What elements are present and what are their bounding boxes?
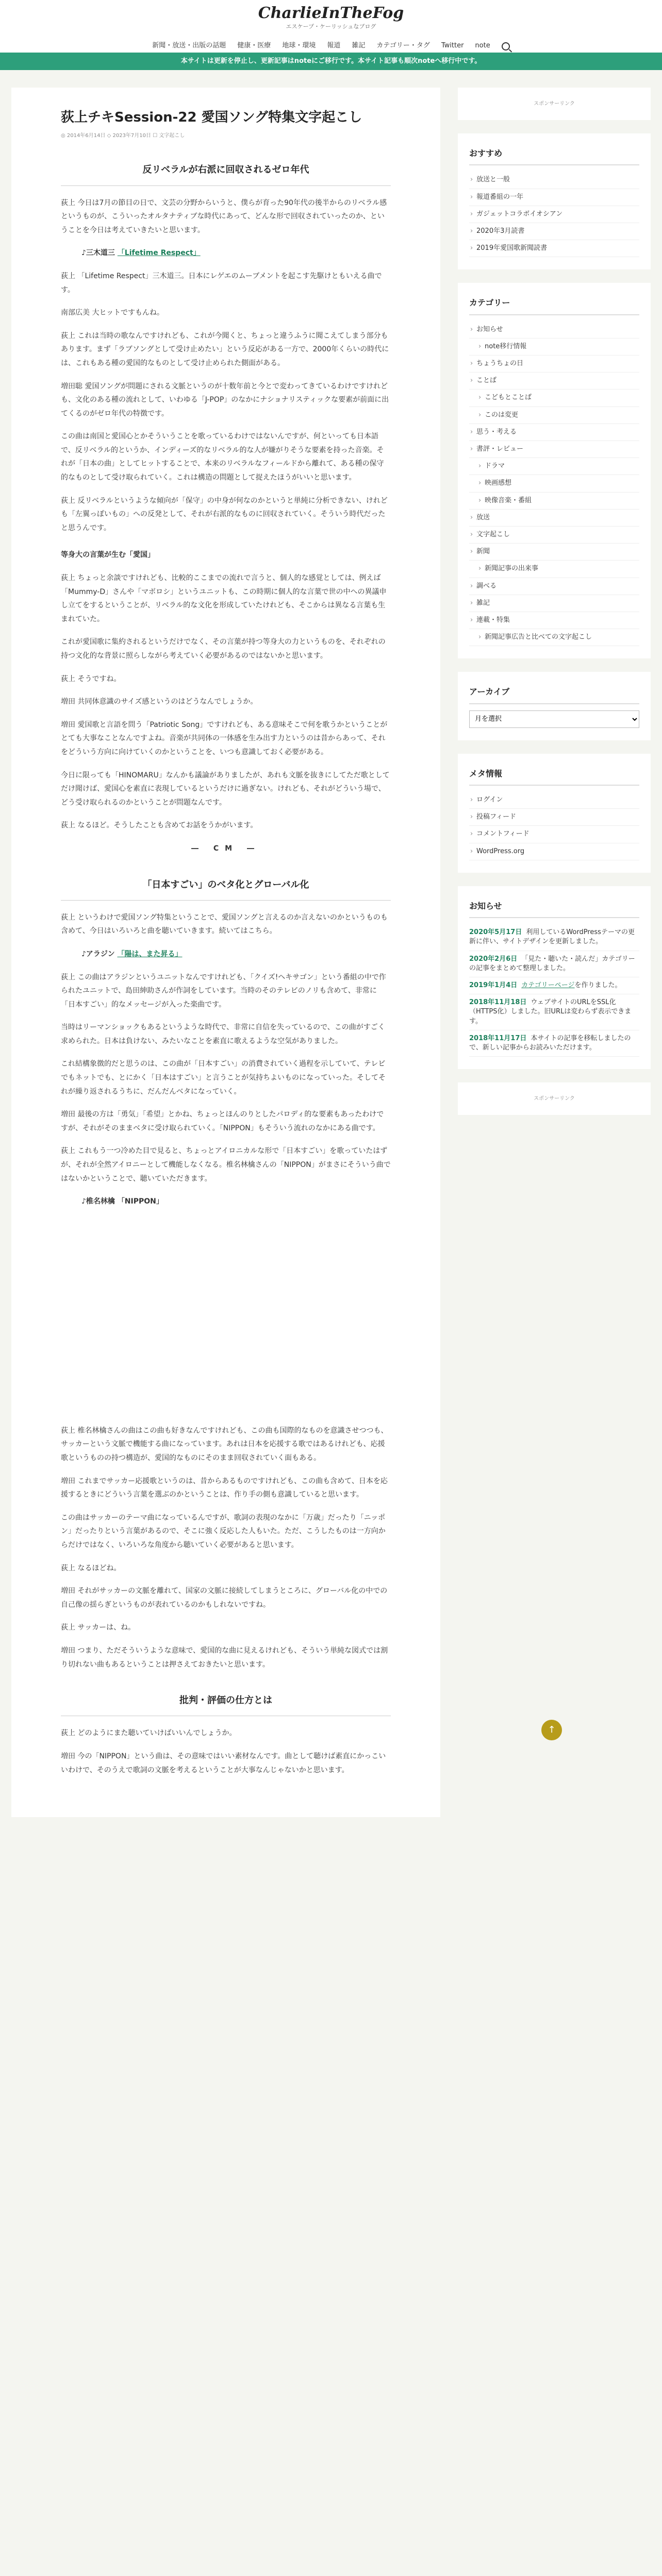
paragraph: 当時はリーマンショックもあるというような時代で、非常に自信を失っているので、この曲がすごく求められた。日本は負けない、みたいなことを素直に歌えるような空気がありました。 [61,1023,385,1045]
global-nav [0,40,662,53]
nav-item[interactable]: カテゴリー・タグ [376,42,430,50]
paragraph: 増田 最後の方は「勇気」「希望」とかね、ちょっとほんのりとしたパロディ的な要素もあったわけですが、それがそのままベタに受け取られていく。「NIPPON」もそういう流れのなかにある曲です。 [61,1110,384,1132]
song-reference [81,246,391,260]
widget-popular [458,133,651,269]
category-item[interactable]: › 文字起こし [469,527,639,544]
news-item [469,924,639,951]
site-header [0,0,662,53]
category-item[interactable]: › 新聞記事の出来事 [469,561,639,578]
paragraph: 増田 これまでサッカー応援歌というのは、昔からあるものですけれども、この曲も含めて、日本を応援するときにどういう言葉を選ぶのかということは、作り手の側も意識していると思います。 [61,1477,388,1499]
news-date: 2018年11月17日 [469,1034,527,1042]
section-heading: 批判・評価の仕方とは [61,1687,391,1716]
news-text: 本サイトの記事を移転しましたので、新しい記事からお読みいただけます。 [469,1034,631,1052]
nav-item[interactable]: 雑記 [352,42,366,50]
category-item[interactable]: › ことば [469,372,639,389]
article [11,88,440,1817]
back-to-top-button[interactable] [541,1720,562,1740]
paragraph: 増田 共同体意識のサイズ感というのはどうなんでしょうか。 [61,698,258,706]
cm-divider: ― CM ― [191,844,260,853]
paragraph: 増田 つまり、ただそういうような意味で、愛国的な曲に見えるけれども、そういう単純な図式では割り切れない曲もあるということは押さえておきたいと思います。 [61,1646,388,1669]
news-item [469,951,639,977]
category-item[interactable]: › このは変更 [469,407,639,424]
song-link[interactable]: 「Lifetime Respect」 [117,249,201,258]
paragraph: これ結構象徴的だと思うのは、この曲が「日本すごい」の消費されていく過程を示していて、テレビでもネットでも、とにかく「日本はすごい」と言うことが気持ちよいものになっていった。そしてそれが繰り返されるうちに、だんだんベタになっていく。 [61,1060,386,1096]
popular-item[interactable]: › ガジェットコラボイオシアン [469,206,639,223]
widget-title: アーカイブ [469,684,639,704]
paragraph: 増田 それがサッカーの文脈を離れて、国家の文脈に接続してしまうところに、グローバル化の中での自己像の揺らぎというものが表れているのかもしれないですね。 [61,1587,388,1609]
search-icon[interactable] [502,42,510,50]
widget-news [458,886,651,1069]
widget-title: お知らせ [469,899,639,918]
news-text: ウェブサイトのURLをSSL化（HTTPS化）しました。旧URLは変わらず表示できます。 [469,998,632,1025]
popular-item[interactable]: › 報道番組の一年 [469,189,639,206]
sidebar [458,88,651,1817]
category-item[interactable]: › お知らせ [469,321,639,338]
paragraph: 荻上 そうですね。 [61,674,121,683]
paragraph: 荻上 椎名林檎さんの曲はこの曲も好きなんですけれども、この曲も国際的なものを意識させつつも、サッカーという文脈で機能する曲になっています。あれは日本を応援する歌ではあるけれども、応援歌というものの持つ構造が、愛国的なものにそのまま回収されていく面もある。 [61,1426,388,1463]
ad-label: スポンサーリンク [458,1082,651,1115]
widget-categories [458,283,651,658]
category-item[interactable]: › 調べる [469,578,639,595]
widget-title: メタ情報 [469,766,639,786]
nav-item[interactable]: 報道 [327,42,341,50]
news-date: 2020年2月6日 [469,955,518,963]
category-item[interactable]: › 連載・特集 [469,612,639,629]
widget-title: カテゴリー [469,295,639,315]
song-artist: ♪三木道三 [81,249,115,258]
paragraph: 荻上 どのようにまた聴いていけばいいんでしょうか。 [61,1729,237,1738]
popular-item[interactable]: › 放送と一般 [469,172,639,189]
meta-item[interactable]: › コメントフィード [469,826,639,843]
paragraph: 荻上 これは当時の歌なんですけれども、これが今聞くと、ちょっと違うふうに聞こえてしまう部分もあります。まず「ラブソングとして受け止めたい」という反応がある一方で、2000年くらいの時代には、これもある種の愛国的なものとして受け止められた側面がある。 [61,331,389,367]
post-meta: ◎ 2014年6月14日 ◇ 2023年7月10日 ☐ 文字起こし [61,133,185,139]
paragraph: 荻上 この曲はアラジンというユニットなんですけれども、「クイズ!ヘキサゴン」という番組の中で作られたユニットで、島田紳助さんが作詞をしています。当時のそのテレビのノリも含めて、非常に「日本すごい」的なメッセージが入った楽曲です。 [61,973,386,1009]
paragraph: 荻上 これもう一つ冷めた目で見ると、ちょっとアイロニカルな形で「日本すごい」を歌っていたはずが、それが全然アイロニーとして機能しなくなる。椎名林檎さんの「NIPPON」がまさにそういう曲ではないかということで、聴いていただきます。 [61,1147,391,1183]
news-item [469,977,639,994]
widget-title: おすすめ [469,146,639,165]
meta-item[interactable]: › ログイン [469,792,639,809]
archive-select[interactable] [469,710,639,728]
subheading: 等身大の言葉が生む「愛国」 [61,551,155,560]
news-link[interactable]: カテゴリーページ [521,981,575,989]
category-item[interactable]: › 書評・レビュー [469,441,639,458]
song-artist: ♪アラジン [81,950,115,958]
news-text: 「見た・聴いた・読んだ」カテゴリーの記事をまとめて整理しました。 [469,955,635,972]
category-item[interactable]: › 放送 [469,510,639,527]
category-item[interactable]: › 雑記 [469,595,639,612]
category-item[interactable]: › こどもとことば [469,389,639,406]
paragraph: 荻上 「Lifetime Respect」三木道三。日本にレゲエのムーブメントを起こす先駆けともいえる曲です。 [61,272,382,294]
notice-bar[interactable]: 本サイトは更新を停止し、更新記事はnoteにご移行です。本サイト記事も順次noteへ移行中です。 [0,53,662,70]
paragraph: 荻上 ちょっと余談ですけれども、比較的ここまでの流れで言うと、個人的な感覚としては、例えば「Mummy-D」さんや「マボロシ」というユニットも、この時期に個人的な言葉で世の中への異議申し立てをするということが、リベラル的な文化を形成していたけれども、そこからは異なる言葉も生まれていた。 [61,574,387,623]
nav-item[interactable]: note [475,42,490,50]
news-date: 2020年5月17日 [469,928,522,937]
nav-item[interactable]: 新聞・放送・出版の話題 [152,42,226,50]
popular-list [469,172,639,257]
paragraph: 増田 愛国歌と言語を問う「Patriotic Song」ですけれども、ある意味そこで何を歌うかということがとても大事なことなんですよね。音楽が共同体の一体感を生み出す力というのは昔からあって、それをどういう方向に向けていくのかということを、いつも意識しておく必要がある。 [61,720,388,756]
paragraph: 増田聡 愛国ソングが問題にされる文脈というのが十数年前と今とで変わってきているわけですけれども、文化のある種の流れとして、いわゆる「J-POP」のなかにナショナリスティックな要素が前面に出てくるのがゼロ年代の特徴です。 [61,382,389,418]
main-content [11,88,440,1817]
paragraph: 増田 今の「NIPPON」という曲は、その意味ではいい素材なんです。曲として聴けば素直にかっこいいわけで、そのうえで歌詞の文脈を考えるということが大事なんじゃないかと思います。 [61,1752,386,1774]
section-heading: 反リベラルが右派に回収されるゼロ年代 [61,156,391,185]
embedded-media-placeholder [61,1218,391,1424]
song-artist: ♪椎名林檎 [81,1197,115,1206]
site-tagline: エスケープ・ケーリッシュなブログ [286,23,376,30]
meta-list [469,792,639,860]
news-text: 利用しているWordPressテーマの更新に伴い、サイトデザインを更新しました。 [469,928,635,946]
paragraph: 荻上 なるほど。そうしたことも含めてお話をうかがいます。 [61,821,258,830]
category-item[interactable]: › ちょうちょの日 [469,355,639,372]
category-item[interactable]: › 思う・考える [469,424,639,441]
post-title: 荻上チキSession-22 愛国ソング特集文字起こし [61,110,362,125]
paragraph: 今日に限っても「HINOMARU」なんかも議論がありましたが、あれも文脈を抜きにしてただ歌としてだけ聞けば、愛国心を素直に表現しているというだけに過ぎない。けれども、それがどういう場で、どう受け取られるのかということが問題なんです。 [61,771,390,807]
paragraph: 南部広美 大ヒットですもんね。 [61,309,164,317]
news-text: を作りました。 [574,981,622,989]
category-item[interactable]: › ドラマ [469,458,639,475]
category-item[interactable]: › note移行情報 [469,338,639,355]
news-date: 2018年11月18日 [469,998,527,1007]
category-item[interactable]: › 映像音楽・番組 [469,493,639,510]
arrow-up-icon: ↑ [548,1724,556,1735]
popular-item[interactable]: › 2020年3月読書 [469,223,639,240]
section-heading: 「日本すごい」のベタ化とグローバル化 [61,871,391,901]
song-reference [81,947,391,961]
paragraph: この曲は南国と愛国心とかそういうことを歌っているわけではないんですが、何といっても日本語で、反リベラル的というか、インディーズ的なリベラル的な人が嫌がりそうな要素を持った音楽。それが「日本の曲」としてヒットすることで、本来のリベラルなフィールドから離れて、ある種の保守的なものとして受け取られていく。これは構造の問題として捉えたほうがいいと思います。 [61,432,384,482]
widget-meta [458,754,651,873]
news-item [469,1030,639,1057]
category-list [469,321,639,647]
category-item[interactable]: › 新聞記事広告と比べての文字起こし [469,629,639,646]
song-title: 「NIPPON」 [117,1197,163,1206]
meta-item[interactable]: › 投稿フィード [469,809,639,826]
paragraph: 荻上 というわけで愛国ソング特集ということで、愛国ソングと言えるのか言えないのかというものも含めて、今日はいろいろと曲を聴いていきます。続いてはこちら。 [61,913,388,936]
category-item[interactable]: › 映画感想 [469,475,639,492]
nav-item[interactable]: 地球・環境 [282,42,316,50]
paragraph: 荻上 今日は7月の節目の日で、文芸の分野からいうと、僕らが育った90年代の後半からのリベラル感というものが、こういったオルタナティブな時代にあって、どんな形で回収されていったのか、ということを今日は考えていきたいと思います。 [61,198,387,234]
news-list [469,924,639,1057]
news-item [469,994,639,1030]
category-item[interactable]: › 新聞 [469,544,639,561]
paragraph: これが愛国歌に集約されるというだけでなく、その言葉が持つ等身大の力というものを、それぞれの持つ文化的な背景に照らしながら考えていく必要があるのではないかと思います。 [61,638,386,660]
nav-item[interactable]: Twitter [441,42,464,50]
widget-archive [458,672,651,740]
paragraph: 荻上 サッカーは、ね。 [61,1623,136,1632]
ad-label: スポンサーリンク [458,88,651,120]
paragraph: 荻上 反リベラルというような傾向が「保守」の中身が何なのかというと単純に分析できない、けれども「左翼っぽいもの」への反発として、それが右派的なものに回収されていく。そういう時代だったと思うんです。 [61,496,388,532]
meta-item[interactable]: › WordPress.org [469,843,639,860]
nav-item[interactable]: 健康・医療 [237,42,271,50]
song-link[interactable]: 「陽は、また昇る」 [117,950,183,958]
site-title[interactable]: CharlieInTheFog [258,4,404,22]
song-reference [81,1195,391,1209]
news-date: 2019年1月4日 [469,981,518,989]
paragraph: 荻上 なるほどね。 [61,1564,121,1572]
popular-item[interactable]: › 2019年愛国歌新聞読書 [469,240,639,257]
paragraph: この曲はサッカーのテーマ曲になっているんですが、歌詞の表現のなかに「万歳」だったり「ニッポン」だったりという言葉があるので、そこに強く反応した人もいた。ただ、こうしたものは一方向からだけではなく、いろいろな角度から聴いていく必要があると思います。 [61,1513,386,1549]
